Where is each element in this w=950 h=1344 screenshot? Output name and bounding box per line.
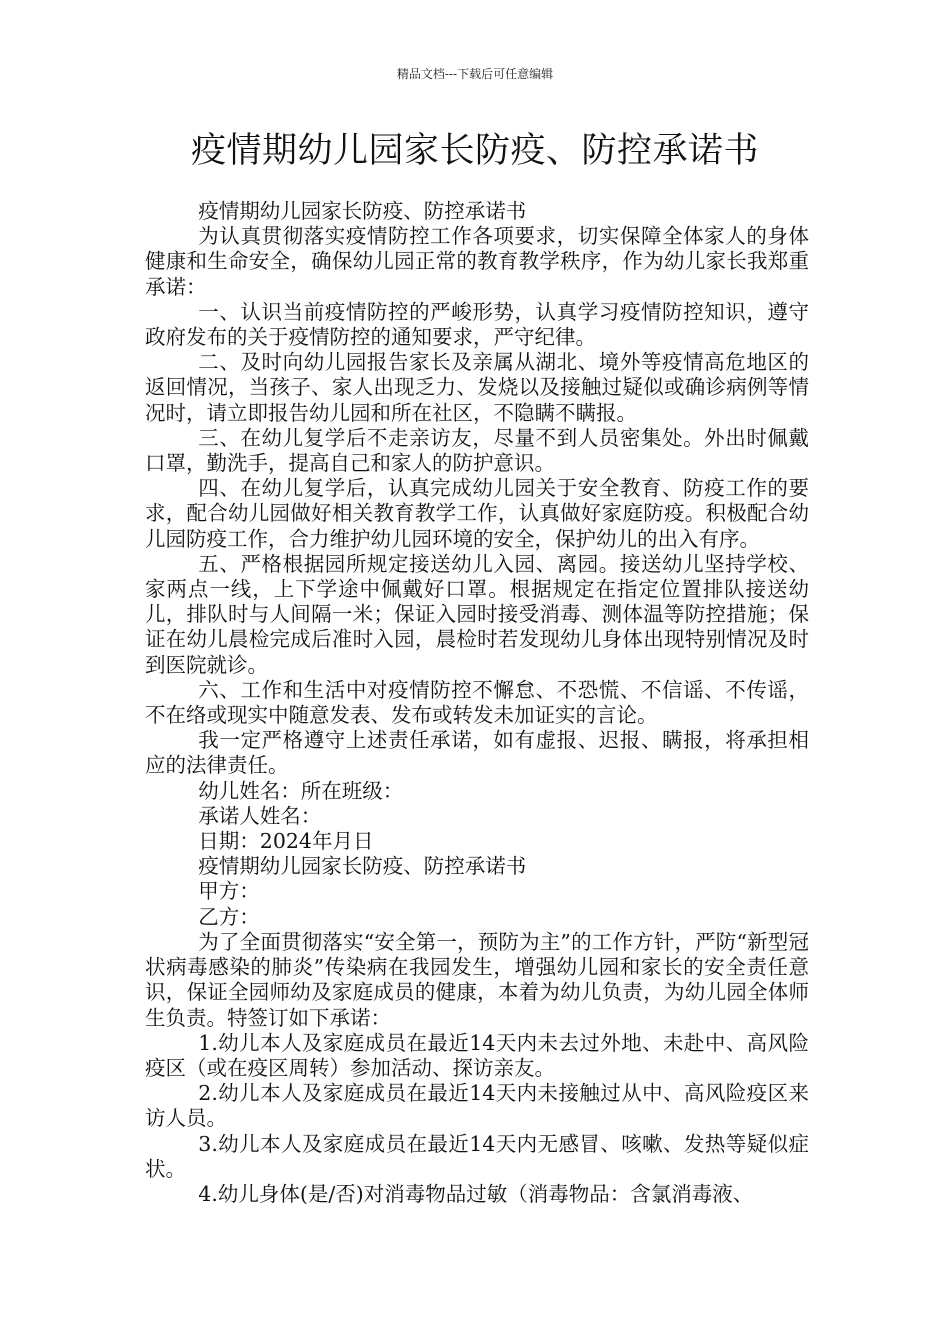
- paragraph-clause-4: 4.幼儿身体(是/否)对消毒物品过敏（消毒物品：含氯消毒液、: [198, 1181, 754, 1206]
- paragraph-subtitle: 疫情期幼儿园家长防疫、防控承诺书: [198, 199, 527, 223]
- field-pledger-name: 承诺人姓名：: [198, 803, 322, 828]
- paragraph-clause-3: 3.幼儿本人及家庭成员在最近14天内无感冒、咳嗽、发热等疑似症状。: [145, 1131, 809, 1181]
- page-header: 精品文档---下载后可任意编辑: [396, 67, 554, 81]
- paragraph-item-2: 二、及时向幼儿园报告家长及亲属从湖北、境外等疫情高危地区的返回情况，当孩子、家人出现乏力、发烧以及接触过疑似或确诊病例等情况时，请立即报告幼儿园和所在社区，不隐瞒不瞒报。: [145, 350, 809, 425]
- paragraph-item-6: 六、工作和生活中对疫情防控不懈怠、不恐慌、不信谣、不传谣，不在络或现实中随意发表、发布或转发未加证实的言论。: [145, 677, 809, 728]
- paragraph-item-4: 四、在幼儿复学后，认真完成幼儿园关于安全教育、防疫工作的要求，配合幼儿园做好相关教育教学工作，认真做好家庭防疫。积极配合幼儿园防疫工作，合力维护幼儿园环境的安全，保护幼儿的出入有序。: [145, 476, 809, 551]
- paragraph-second-title: 疫情期幼儿园家长防疫、防控承诺书: [198, 854, 527, 879]
- document-body: [145, 199, 809, 1207]
- field-child-name-class: 幼儿姓名：所在班级：: [198, 778, 404, 803]
- paragraph-item-3: 三、在幼儿复学后不走亲访友，尽量不到人员密集处。外出时佩戴口罩，勤洗手，提高自己和家人的防护意识。: [145, 425, 809, 476]
- paragraph-clause-1: 1.幼儿本人及家庭成员在最近14天内未去过外地、未赴中、高风险疫区（或在疫区周转）参加活动、探访亲友。: [145, 1030, 809, 1080]
- field-party-a: 甲方：: [198, 879, 260, 904]
- paragraph-clause-2: 2.幼儿本人及家庭成员在最近14天内未接触过从中、高风险疫区来访人员。: [145, 1081, 809, 1131]
- paragraph-item-5: 五、严格根据园所规定接送幼儿入园、离园。接送幼儿坚持学校、家两点一线，上下学途中佩戴好口罩。根据规定在指定位置排队接送幼儿，排队时与人间隔一米；保证入园时接受消毒、测体温等防控措施；保证在幼儿晨检完成后准时入园，晨检时若发现幼儿身体出现特别情况及时到医院就诊。: [145, 551, 809, 677]
- paragraph-second-intro: 为了全面贯彻落实“安全第一，预防为主”的工作方针，严防“新型冠状病毒感染的肺炎”传染病在我园发生，增强幼儿园和家长的安全责任意识，保证全园师幼及家庭成员的健康，本着为幼儿负责，为幼儿园全体师生负责。特签订如下承诺：: [145, 929, 809, 1030]
- paragraph-intro: 为认真贯彻落实疫情防控工作各项要求，切实保障全体家人的身体健康和生命安全，确保幼儿园正常的教育教学秩序，作为幼儿家长我郑重承诺：: [145, 224, 809, 299]
- field-date: 日期：2024年月日: [198, 829, 374, 854]
- paragraph-item-1: 一、认识当前疫情防控的严峻形势，认真学习疫情防控知识，遵守政府发布的关于疫情防控的通知要求，严守纪律。: [145, 299, 809, 350]
- paragraph-pledge: 我一定严格遵守上述责任承诺，如有虚报、迟报、瞒报，将承担相应的法律责任。: [145, 728, 809, 778]
- document-title: 疫情期幼儿园家长防疫、防控承诺书: [190, 131, 759, 171]
- field-party-b: 乙方：: [198, 904, 260, 929]
